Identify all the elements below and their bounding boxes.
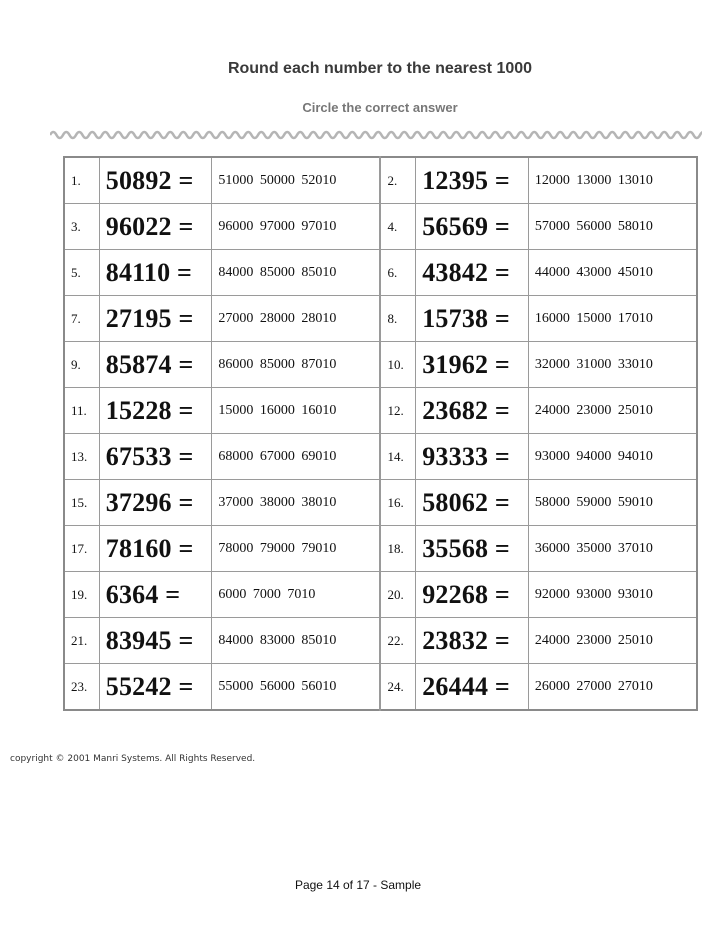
problem-row	[64, 526, 697, 572]
problem-number: 4.	[380, 204, 415, 250]
problem-number: 21.	[64, 618, 99, 664]
problem-number: 7.	[64, 296, 99, 342]
answer-choices: 6000 7000 7010	[212, 572, 381, 618]
problem-number: 15.	[64, 480, 99, 526]
problem-number: 12.	[380, 388, 415, 434]
problem-expression: 6364 =	[99, 572, 212, 618]
answer-choices: 27000 28000 28010	[212, 296, 381, 342]
answer-choices: 16000 15000 17010	[528, 296, 697, 342]
problem-number: 18.	[380, 526, 415, 572]
problem-row	[64, 664, 697, 711]
answer-choices: 44000 43000 45010	[528, 250, 697, 296]
worksheet-title: Round each number to the nearest 1000	[227, 60, 533, 77]
answer-choices: 36000 35000 37010	[528, 526, 697, 572]
problem-expression: 23682 =	[416, 388, 529, 434]
problem-expression: 55242 =	[99, 664, 212, 711]
problem-expression: 96022 =	[99, 204, 212, 250]
problem-expression: 43842 =	[416, 250, 529, 296]
problem-row	[64, 480, 697, 526]
problem-expression: 83945 =	[99, 618, 212, 664]
problem-expression: 15738 =	[416, 296, 529, 342]
problem-number: 17.	[64, 526, 99, 572]
problem-expression: 56569 =	[416, 204, 529, 250]
problem-expression: 12395 =	[416, 157, 529, 204]
problem-number: 6.	[380, 250, 415, 296]
problem-expression: 31962 =	[416, 342, 529, 388]
problem-expression: 58062 =	[416, 480, 529, 526]
answer-choices: 68000 67000 69010	[212, 434, 381, 480]
problem-expression: 85874 =	[99, 342, 212, 388]
problem-expression: 27195 =	[99, 296, 212, 342]
problem-number: 23.	[64, 664, 99, 711]
problem-number: 10.	[380, 342, 415, 388]
copyright-notice: copyright © 2001 Manri Systems. All Rights Reserved.	[10, 754, 256, 764]
problem-number: 24.	[380, 664, 415, 711]
answer-choices: 12000 13000 13010	[528, 157, 697, 204]
problem-number: 5.	[64, 250, 99, 296]
problem-number: 22.	[380, 618, 415, 664]
problems-table-body	[64, 157, 697, 710]
problem-number: 13.	[64, 434, 99, 480]
problem-number: 20.	[380, 572, 415, 618]
problem-expression: 35568 =	[416, 526, 529, 572]
problem-number: 2.	[380, 157, 415, 204]
answer-choices: 15000 16000 16010	[212, 388, 381, 434]
problem-number: 3.	[64, 204, 99, 250]
problem-row	[64, 250, 697, 296]
problem-row	[64, 618, 697, 664]
answer-choices: 37000 38000 38010	[212, 480, 381, 526]
problem-row	[64, 388, 697, 434]
problem-number: 11.	[64, 388, 99, 434]
answer-choices: 84000 85000 85010	[212, 250, 381, 296]
problem-expression: 78160 =	[99, 526, 212, 572]
problem-expression: 93333 =	[416, 434, 529, 480]
answer-choices: 57000 56000 58010	[528, 204, 697, 250]
answer-choices: 93000 94000 94010	[528, 434, 697, 480]
answer-choices: 78000 79000 79010	[212, 526, 381, 572]
problem-number: 14.	[380, 434, 415, 480]
answer-choices: 26000 27000 27010	[528, 664, 697, 711]
answer-choices: 92000 93000 93010	[528, 572, 697, 618]
problem-expression: 26444 =	[416, 664, 529, 711]
wavy-divider	[50, 128, 702, 142]
answer-choices: 24000 23000 25010	[528, 388, 697, 434]
problem-expression: 23832 =	[416, 618, 529, 664]
problem-row	[64, 434, 697, 480]
answer-choices: 96000 97000 97010	[212, 204, 381, 250]
problem-expression: 67533 =	[99, 434, 212, 480]
problem-row	[64, 204, 697, 250]
problem-expression: 37296 =	[99, 480, 212, 526]
problem-number: 1.	[64, 157, 99, 204]
answer-choices: 86000 85000 87010	[212, 342, 381, 388]
answer-choices: 55000 56000 56010	[212, 664, 381, 711]
problem-expression: 92268 =	[416, 572, 529, 618]
answer-choices: 24000 23000 25010	[528, 618, 697, 664]
problem-expression: 50892 =	[99, 157, 212, 204]
answer-choices: 58000 59000 59010	[528, 480, 697, 526]
problem-number: 8.	[380, 296, 415, 342]
problem-row	[64, 296, 697, 342]
answer-choices: 32000 31000 33010	[528, 342, 697, 388]
problem-number: 16.	[380, 480, 415, 526]
problem-expression: 15228 =	[99, 388, 212, 434]
problem-number: 19.	[64, 572, 99, 618]
problems-table	[63, 156, 698, 711]
page-number: Page 14 of 17 - Sample	[294, 878, 422, 892]
answer-choices: 84000 83000 85010	[212, 618, 381, 664]
problem-number: 9.	[64, 342, 99, 388]
problem-row	[64, 157, 697, 204]
problem-row	[64, 572, 697, 618]
answer-choices: 51000 50000 52010	[212, 157, 381, 204]
problem-row	[64, 342, 697, 388]
worksheet-instructions: Circle the correct answer	[302, 100, 458, 115]
problem-expression: 84110 =	[99, 250, 212, 296]
